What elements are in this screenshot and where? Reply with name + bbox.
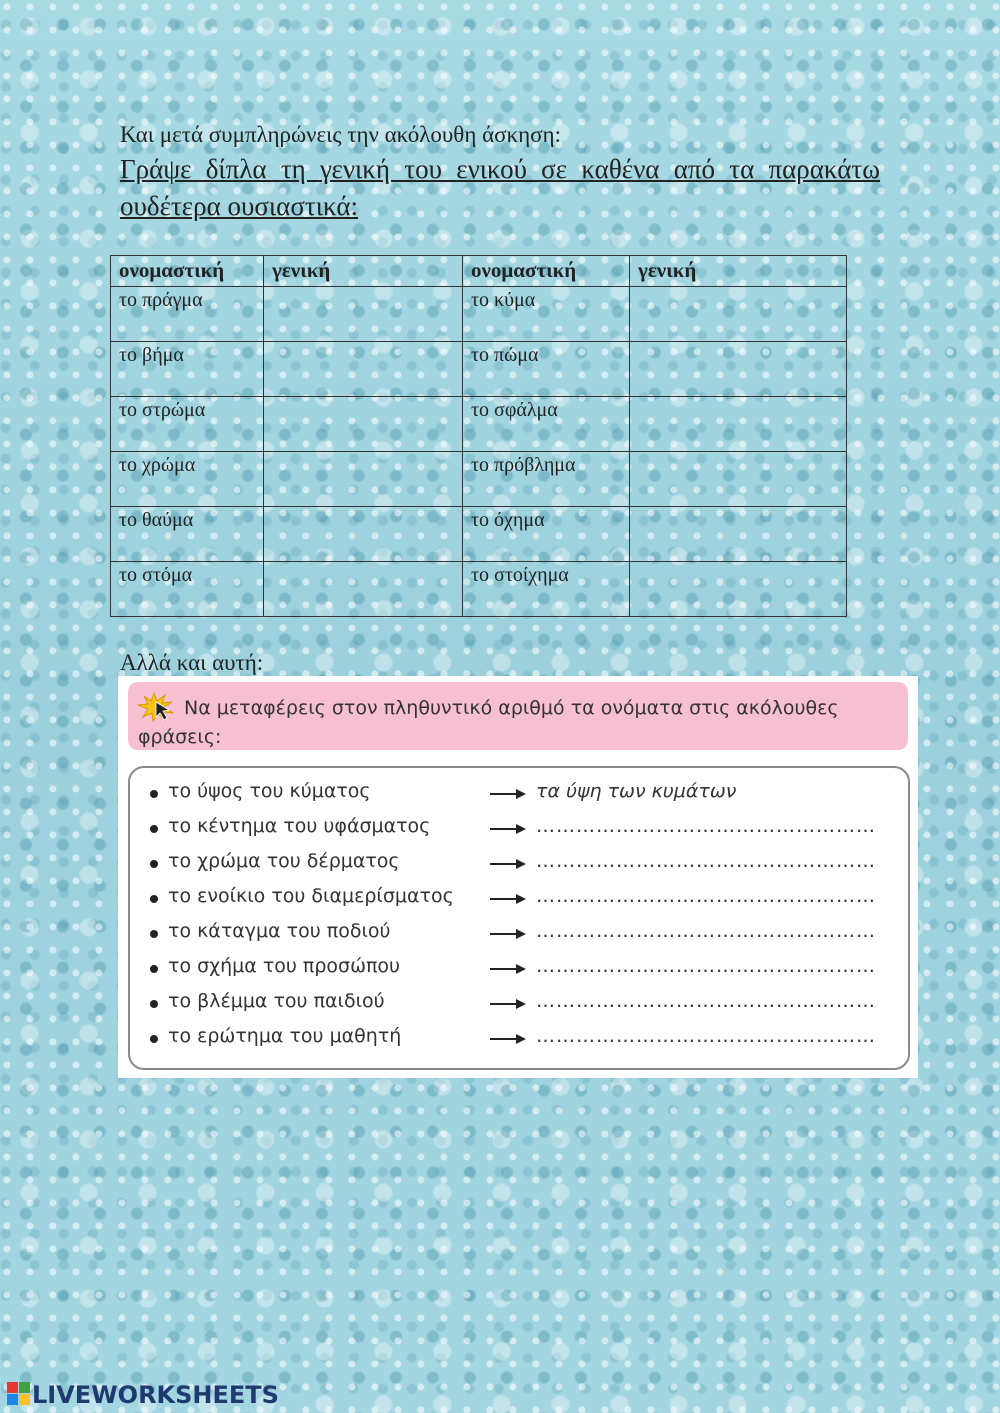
genitive-answer-cell[interactable]: [630, 452, 847, 507]
header-nominative-2: ονομαστική: [463, 256, 630, 287]
bullet-icon: [150, 825, 158, 833]
nominative-cell: το πώμα: [463, 342, 630, 397]
genitive-answer-cell[interactable]: [630, 287, 847, 342]
arrow-right-icon: [488, 854, 528, 874]
table-row: [111, 287, 847, 342]
phrase-text: το βλέμμα του παιδιού: [168, 990, 385, 1012]
phrase-text: το ερώτημα του μαθητή: [168, 1025, 402, 1047]
arrow-right-icon: [488, 924, 528, 944]
nominative-cell: το σφάλμα: [463, 397, 630, 452]
bullet-icon: [150, 860, 158, 868]
answer-blank[interactable]: ……………………………………………: [536, 955, 876, 977]
instruction-heading: Γράψε δίπλα τη γενική του ενικού σε καθένα από τα παρακάτω ουδέτερα ουσιαστικά:: [120, 154, 880, 221]
banner-text: Να μεταφέρεις στον πληθυντικό αριθμό τα ονόματα στις ακόλουθες φράσεις:: [138, 697, 839, 748]
genitive-answer-cell[interactable]: [264, 562, 463, 617]
answer-blank[interactable]: ……………………………………………: [536, 815, 876, 837]
genitive-answer-cell[interactable]: [264, 397, 463, 452]
answer-blank[interactable]: ……………………………………………: [536, 1025, 876, 1047]
phrase-text: το ενοίκιο του διαμερίσματος: [168, 885, 454, 907]
nominative-cell: το χρώμα: [111, 452, 264, 507]
nominative-cell: το πρόβλημα: [463, 452, 630, 507]
arrow-right-icon: [488, 784, 528, 804]
nominative-cell: το πράγμα: [111, 287, 264, 342]
table-row: [111, 397, 847, 452]
phrase-text: το κέντημα του υφάσματος: [168, 815, 431, 837]
arrow-right-icon: [488, 959, 528, 979]
nominative-cell: το στόμα: [111, 562, 264, 617]
header-genitive-1: γενική: [264, 256, 463, 287]
phrase-text: το κάταγμα του ποδιού: [168, 920, 391, 942]
nominative-cell: το όχημα: [463, 507, 630, 562]
nominative-cell: το βήμα: [111, 342, 264, 397]
answer-blank[interactable]: ……………………………………………: [536, 990, 876, 1012]
plural-exercise: [118, 676, 918, 1078]
arrow-right-icon: [488, 819, 528, 839]
arrow-right-icon: [488, 994, 528, 1014]
genitive-answer-cell[interactable]: [264, 287, 463, 342]
answer-blank[interactable]: ……………………………………………: [536, 885, 876, 907]
bullet-icon: [150, 790, 158, 798]
phrases-panel: [128, 766, 910, 1070]
header-genitive-2: γενική: [630, 256, 847, 287]
table-row: [111, 452, 847, 507]
table-header-row: [111, 256, 847, 287]
genitive-answer-cell[interactable]: [630, 507, 847, 562]
arrow-right-icon: [488, 1029, 528, 1049]
arrow-right-icon: [488, 889, 528, 909]
brand-logo: LIVEWORKSHEETS: [32, 1381, 279, 1409]
table-row: [111, 507, 847, 562]
nominative-cell: το στρώμα: [111, 397, 264, 452]
table-row: [111, 342, 847, 397]
genitive-answer-cell[interactable]: [264, 507, 463, 562]
phrase-text: το σχήμα του προσώπου: [168, 955, 401, 977]
answer-blank[interactable]: ……………………………………………: [536, 920, 876, 942]
genitive-answer-cell[interactable]: [264, 452, 463, 507]
genitive-answer-cell[interactable]: [630, 397, 847, 452]
bullet-icon: [150, 1000, 158, 1008]
nouns-table: [110, 255, 847, 617]
bullet-icon: [150, 895, 158, 903]
nominative-cell: το κύμα: [463, 287, 630, 342]
bullet-icon: [150, 965, 158, 973]
genitive-answer-cell[interactable]: [264, 342, 463, 397]
liveworksheets-logo-icon: [6, 1380, 32, 1408]
exercise-banner: [128, 682, 908, 750]
nominative-cell: το στοίχημα: [463, 562, 630, 617]
answer-blank[interactable]: ……………………………………………: [536, 850, 876, 872]
example-answer: τα ύψη των κυμάτων: [536, 780, 737, 802]
genitive-answer-cell[interactable]: [630, 342, 847, 397]
genitive-answer-cell[interactable]: [630, 562, 847, 617]
phrase-text: το ύψος του κύματος: [168, 780, 371, 802]
header-nominative-1: ονομαστική: [111, 256, 264, 287]
phrase-text: το χρώμα του δέρματος: [168, 850, 400, 872]
table-row: [111, 562, 847, 617]
intro-text: Και μετά συμπληρώνεις την ακόλουθη άσκηση:: [120, 122, 561, 147]
bullet-icon: [150, 930, 158, 938]
bullet-icon: [150, 1035, 158, 1043]
nominative-cell: το θαύμα: [111, 507, 264, 562]
second-exercise-intro: Αλλά και αυτή:: [120, 650, 264, 675]
